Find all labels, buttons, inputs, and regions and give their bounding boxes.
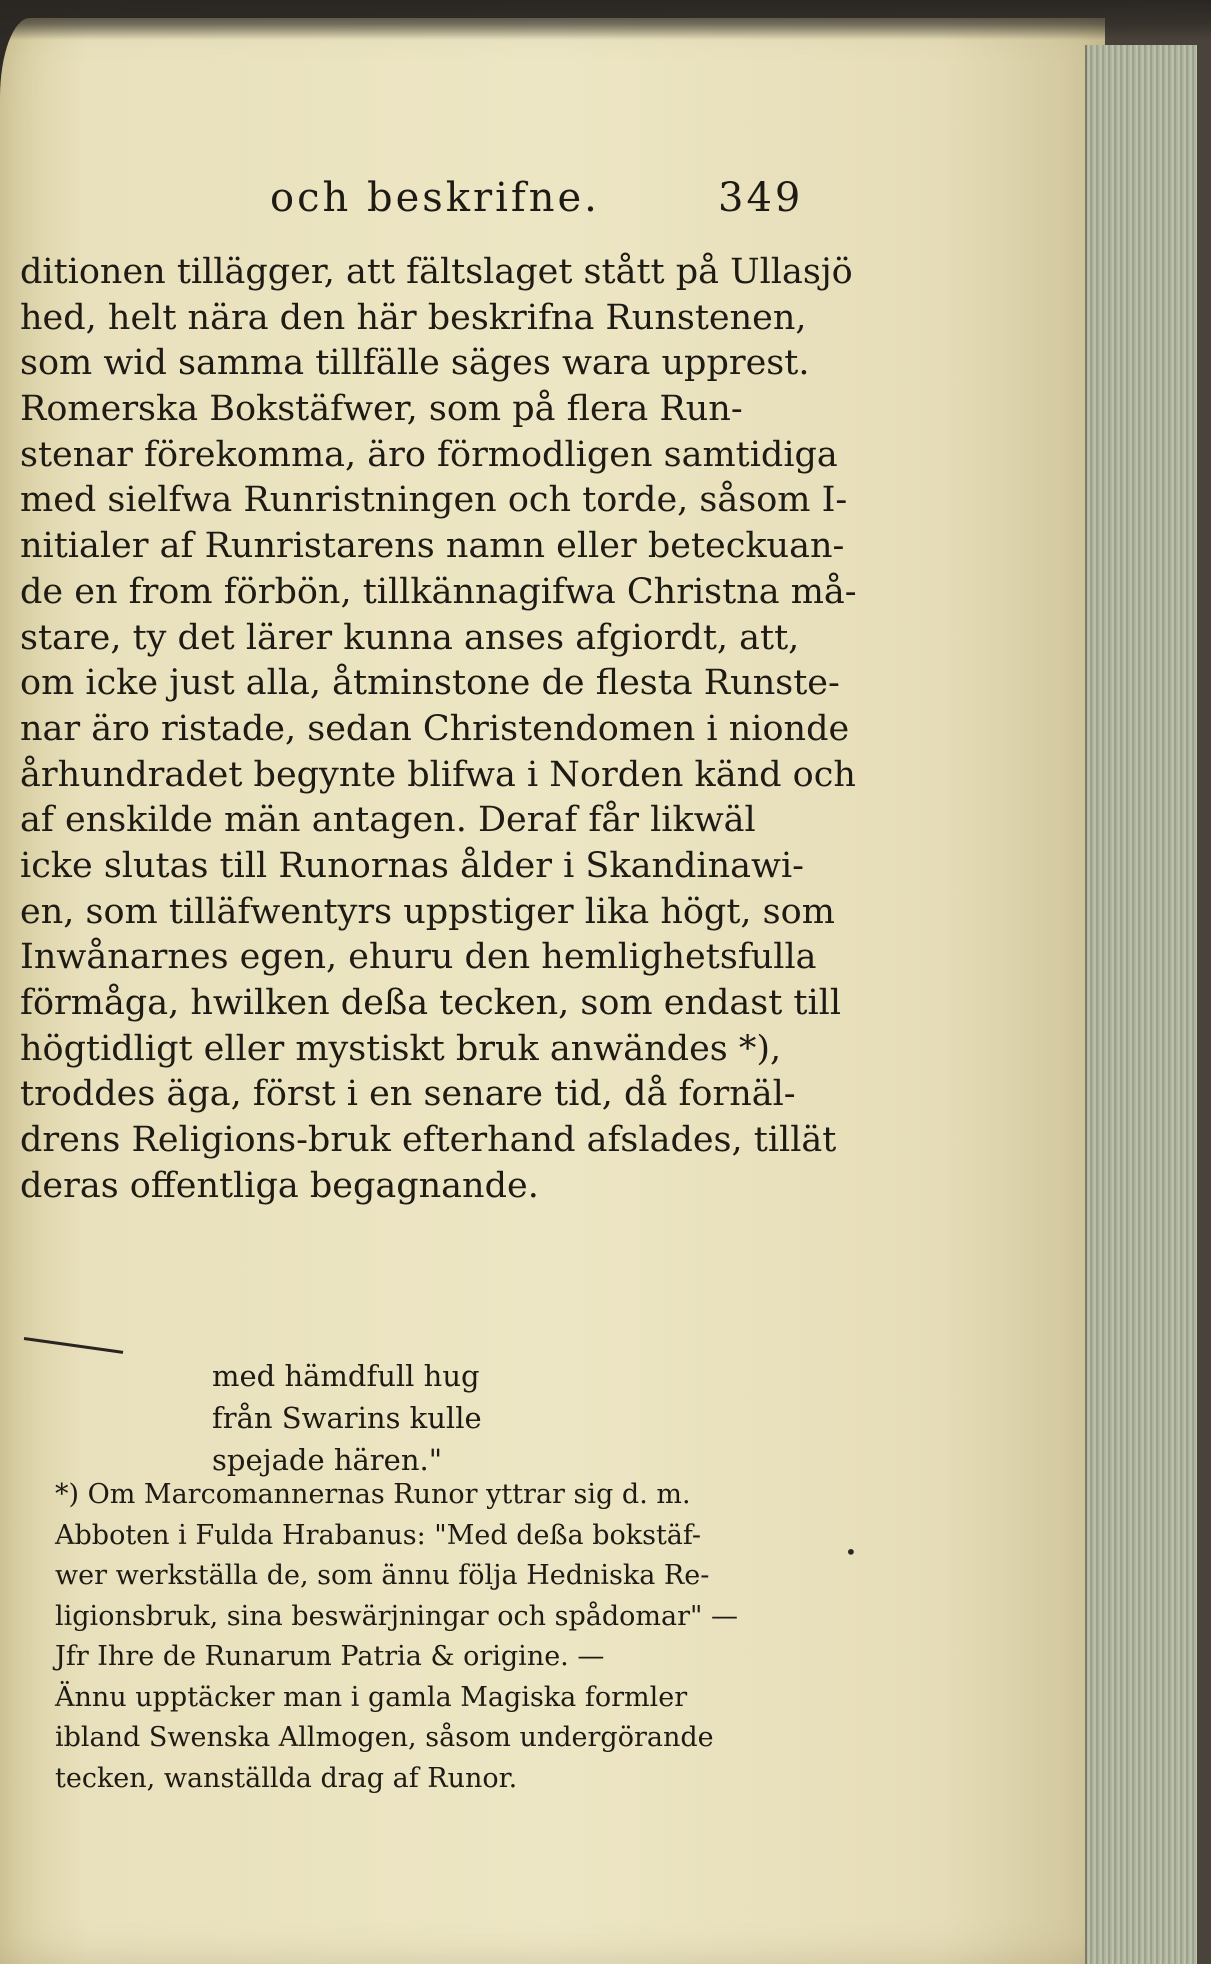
footnote-line: wer werkställa de, som ännu följa Hedniska Re-	[55, 1560, 710, 1591]
text-line: de en from förbön, tillkännagifwa Christna må-	[20, 571, 857, 612]
text-line: Romerska Bokstäfwer, som på flera Run-	[20, 389, 743, 430]
page-header	[0, 175, 1000, 235]
page-number: 349	[718, 175, 804, 221]
text-line: med sielfwa Runristningen och torde, såsom I-	[20, 480, 848, 521]
text-line: deras offentliga begagnande.	[20, 1165, 539, 1206]
footnote-line: Abboten i Fulda Hrabanus: "Med deßa bokstäf-	[55, 1519, 702, 1551]
footnote	[55, 1475, 855, 1799]
verse-line: med hämdfull hug	[212, 1359, 480, 1393]
footnote-line: tecken, wanställda drag af Runor.	[55, 1762, 518, 1794]
text-line: af enskilde män antagen. Deraf får likwäl	[20, 800, 756, 841]
footnote-line: Jfr Ihre de Runarum Patria & origine. —	[55, 1641, 605, 1672]
text-line: århundradet begynte blifwa i Norden känd och	[20, 754, 856, 795]
text-line: stare, ty det lärer kunna anses afgiordt, att,	[20, 617, 800, 658]
body-text	[20, 250, 857, 1209]
footnote-line: ligionsbruk, sina beswärjningar och spådomar" —	[55, 1600, 738, 1632]
text-line: nar äro ristade, sedan Christendomen i nionde	[20, 708, 850, 749]
text-line: ditionen tillägger, att fältslaget stått på Ullasjö	[20, 252, 853, 292]
text-line: troddes äga, först i en senare tid, då fornäl-	[20, 1074, 796, 1115]
margin-mark: •	[845, 1540, 857, 1564]
verse-line: spejade hären."	[212, 1443, 443, 1477]
text-line: drens Religions-bruk efterhand afslades, tillät	[20, 1120, 837, 1161]
text-line: Inwånarnes egen, ehuru den hemlighetsfulla	[20, 937, 817, 978]
text-line: icke slutas till Runornas ålder i Skandinawi-	[20, 845, 804, 886]
running-title: och beskrifne.	[270, 175, 600, 221]
text-line: förmåga, hwilken deßa tecken, som endast till	[20, 983, 842, 1023]
text-line: nitialer af Runristarens namn eller beteckuan-	[20, 526, 845, 567]
text-line: om icke just alla, åtminstone de flesta Runste-	[20, 663, 840, 704]
footnote-line: *) Om Marcomannernas Runor yttrar sig d. m.	[55, 1479, 691, 1510]
page-edges	[1085, 45, 1197, 1964]
text-line: stenar förekomma, äro förmodligen samtidiga	[20, 434, 838, 475]
text-line: hed, helt nära den här beskrifna Runstenen,	[20, 297, 807, 338]
footnote-line: ibland Swenska Allmogen, såsom undergörande	[55, 1722, 714, 1753]
text-line: högtidligt eller mystiskt bruk anwändes *),	[20, 1028, 782, 1069]
text-line: som wid samma tillfälle säges wara upprest.	[20, 343, 810, 384]
verse-line: från Swarins kulle	[212, 1401, 482, 1435]
footnote-line: Ännu upptäcker man i gamla Magiska formler	[55, 1681, 688, 1713]
text-line: en, som tilläfwentyrs uppstiger lika högt, som	[20, 891, 835, 932]
verse-quote	[212, 1355, 612, 1481]
binding-shadow	[0, 0, 1211, 40]
